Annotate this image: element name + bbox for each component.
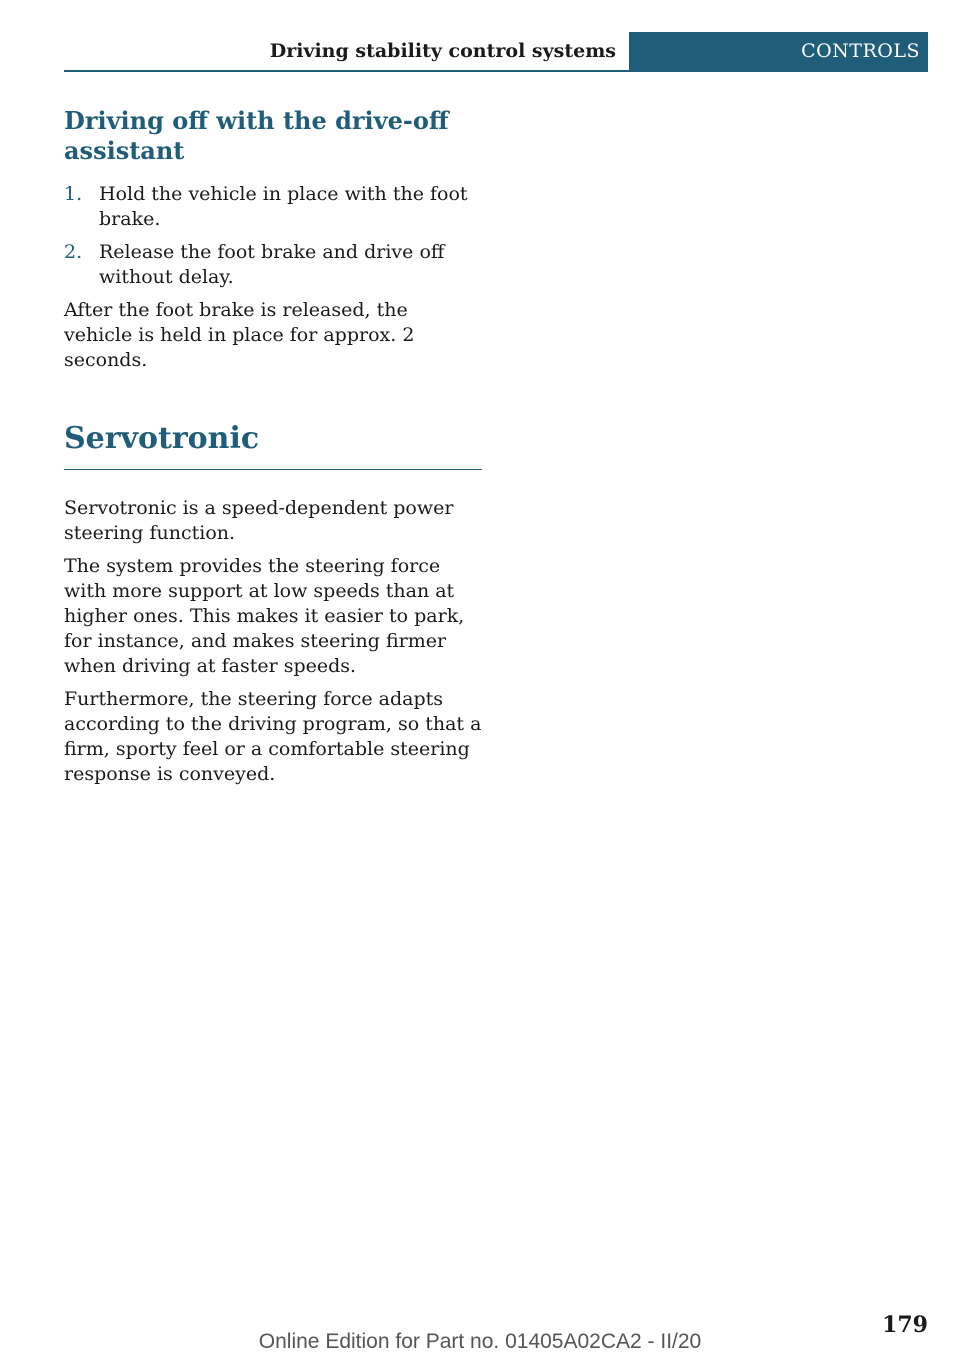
edition-footer: Online Edition for Part no. 01405A02CA2 - II/20 bbox=[258, 1330, 702, 1353]
page-number: 179 bbox=[882, 1312, 928, 1338]
paragraph: Furthermore, the steering force adapts according to the driving program, so that a firm, sporty feel or a comfortable steering response is conveyed. bbox=[64, 688, 482, 785]
header-divider bbox=[64, 70, 928, 72]
page-header bbox=[64, 32, 928, 70]
list-item bbox=[64, 182, 482, 232]
drive-off-note: After the foot brake is released, the vehicle is held in place for approx. 2 seconds. bbox=[64, 299, 415, 371]
paragraph: The system provides the steering force with more support at low speeds than at higher ones. This makes it easier to park, for instance, and makes steering firmer when driving at faster speeds. bbox=[64, 555, 465, 677]
step-number: 2. bbox=[64, 241, 83, 263]
chapter-title: Driving stability control systems bbox=[269, 40, 616, 62]
step-text: Hold the vehicle in place with the foot brake. bbox=[99, 183, 468, 230]
drive-off-steps bbox=[64, 182, 482, 290]
servotronic-heading: Servotronic bbox=[64, 421, 482, 470]
drive-off-heading: Driving off with the drive-off assistant bbox=[64, 106, 449, 165]
list-item bbox=[64, 240, 482, 290]
servotronic-body bbox=[64, 496, 482, 787]
section-tab: CONTROLS bbox=[629, 32, 928, 70]
paragraph: Servotronic is a speed-dependent power steering function. bbox=[64, 497, 454, 544]
step-text: Release the foot brake and drive off without delay. bbox=[99, 241, 445, 288]
main-column bbox=[64, 106, 482, 795]
step-number: 1. bbox=[64, 183, 83, 205]
